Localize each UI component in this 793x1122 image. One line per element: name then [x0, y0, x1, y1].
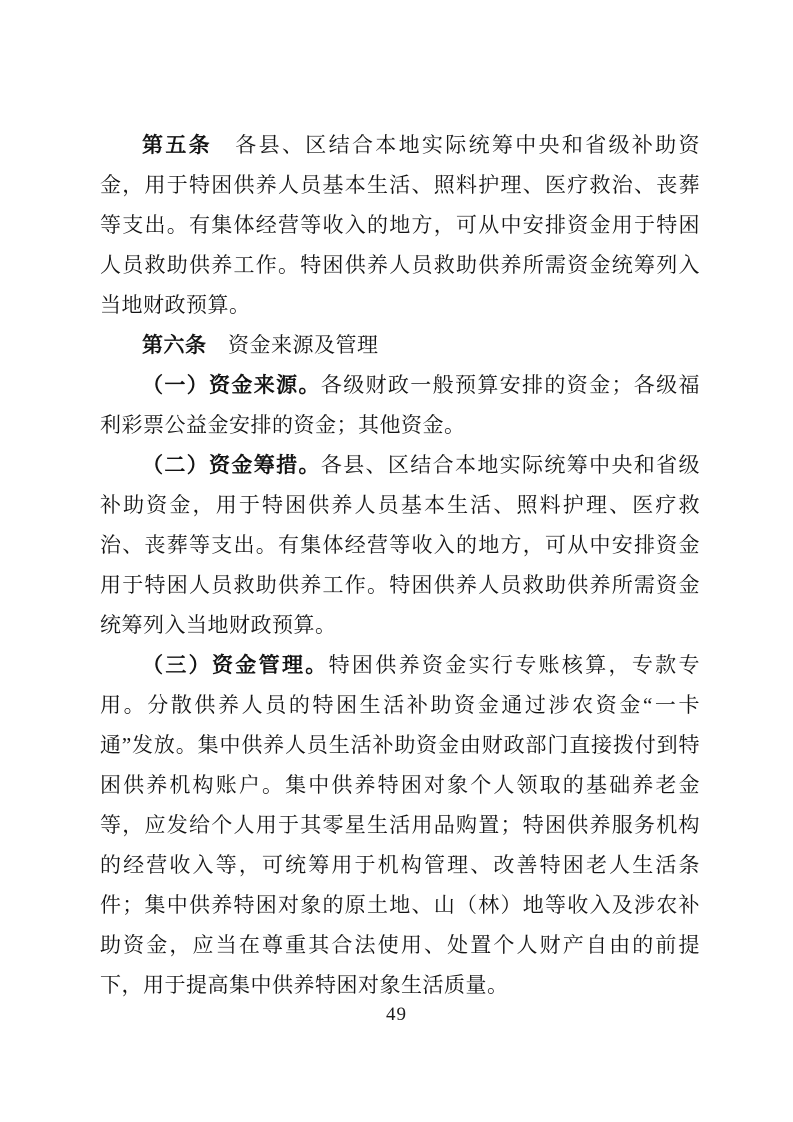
- paragraph-heading: （三）资金管理。: [142, 653, 329, 677]
- paragraph-article-6-item-3: [100, 645, 700, 1005]
- paragraph-article-6-item-1: [100, 365, 700, 445]
- paragraph-heading: 第五条: [142, 133, 212, 157]
- paragraph-article-6-heading: [100, 325, 700, 365]
- paragraph-heading: （一）资金来源。: [142, 373, 321, 397]
- paragraph-article-5: [100, 125, 700, 325]
- paragraph-heading: 第六条: [142, 333, 207, 357]
- document-body: [100, 125, 700, 1005]
- paragraph-text: 资金来源及管理: [206, 333, 379, 357]
- paragraph-text: 各级财政一般预算安排的资金；各级福利彩票公益金安排的资金；其他资金。: [100, 373, 701, 437]
- paragraph-article-6-item-2: [100, 445, 700, 645]
- page-number: 49: [386, 1004, 407, 1025]
- paragraph-heading: （二）资金筹措。: [142, 453, 321, 477]
- paragraph-text: 各县、区结合本地实际统筹中央和省级补助资金，用于特困供养人员基本生活、照料护理、医疗救治、丧葬等支出。有集体经营等收入的地方，可从中安排资金用于特困人员救助供养工作。特困供养人员救助供养所需资金统筹列入当地财政预算。: [100, 133, 701, 317]
- paragraph-text: 特困供养资金实行专账核算，专款专用。分散供养人员的特困生活补助资金通过涉农资金“一卡通”发放。集中供养人员生活补助资金由财政部门直接拨付到特困供养机构账户。集中供养特困对象个人领取的基础养老金等，应发给个人用于其零星生活用品购置；特困供养服务机构的经营收入等，可统筹用于机构管理、改善特困老人生活条件；集中供养特困对象的原土地、山（林）地等收入及涉农补助资金，应当在尊重其合法使用、处置个人财产自由的前提下，用于提高集中供养特困对象生活质量。: [100, 653, 700, 997]
- paragraph-text: 各县、区结合本地实际统筹中央和省级补助资金，用于特困供养人员基本生活、照料护理、医疗救治、丧葬等支出。有集体经营等收入的地方，可从中安排资金用于特困人员救助供养工作。特困供养人员救助供养所需资金统筹列入当地财政预算。: [100, 453, 701, 637]
